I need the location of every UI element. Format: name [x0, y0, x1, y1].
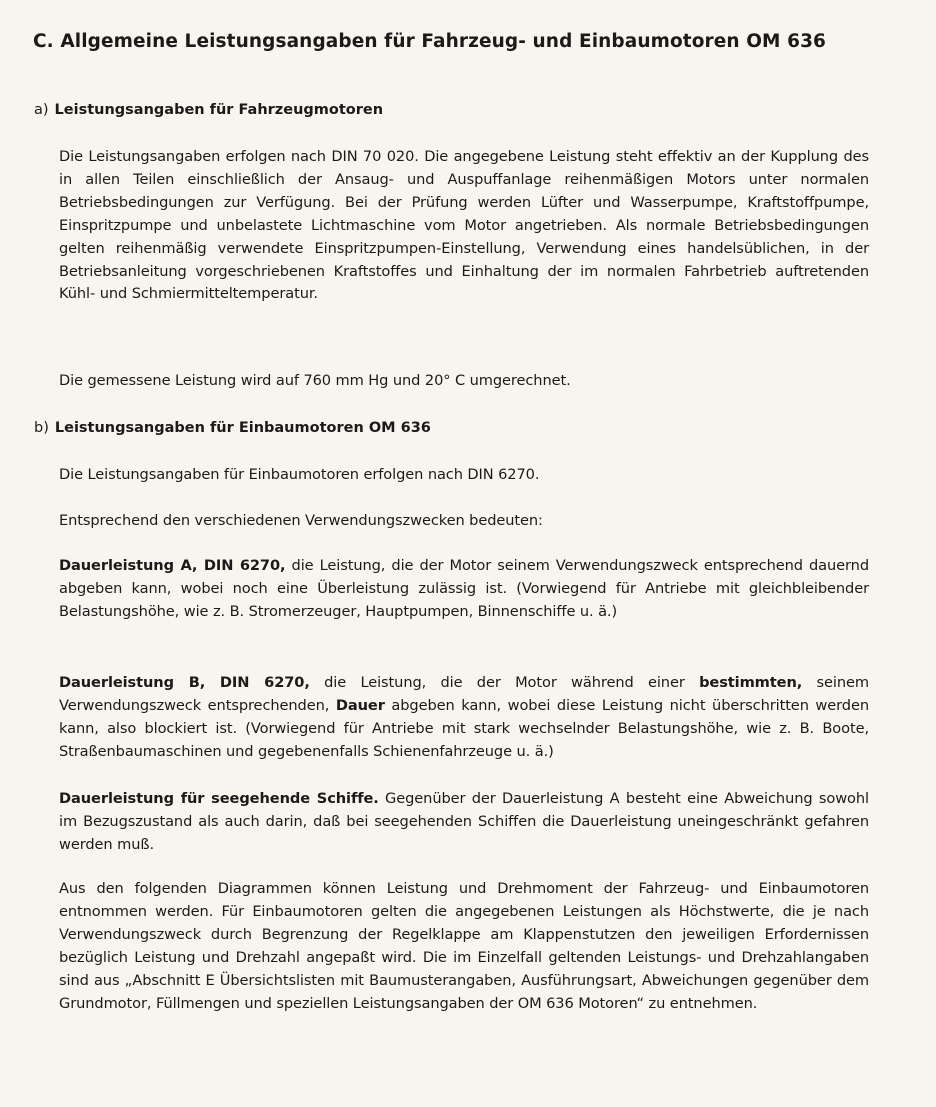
dauerleistung-b-emphasis-2: Dauer — [335, 696, 385, 714]
dauerleistung-b-emphasis-1: bestimmten, — [699, 674, 803, 691]
dauerleistung-a-text: die Leistung, die der Motor seinem Verwendungszweck entsprechend dauernd abgeben kann, wobei noch eine Überleistung zulässig ist. (Vorwiegend für Antriebe mit gleichbleibender Belastungshöhe, wie z. B. Stromerzeuger, Hauptpumpen, Binnenschiffe u. ä.) — [59, 557, 869, 620]
section-b-paragraph-2: Entsprechend den verschiedenen Verwendungszwecken bedeuten: — [59, 512, 543, 529]
seegehende-schiffe-text: Gegenüber der Dauerleistung A besteht eine Abweichung sowohl im Bezugszustand als auch darin, daß bei seegehenden Schiffen die Dauerleistung uneingeschränkt gefahren werden muß. — [59, 790, 869, 853]
section-b-heading — [34, 420, 431, 436]
dauerleistung-b-text-2: seinem Verwendungszweck entsprechenden, — [59, 674, 870, 714]
dauerleistung-b-term: Dauerleistung B, DIN 6270, — [59, 674, 310, 691]
section-b-title: Leistungsangaben für Einbaumotoren OM 636 — [54, 420, 431, 436]
page-title: C. Allgemeine Leistungsangaben für Fahrzeug- und Einbaumotoren OM 636 — [33, 31, 827, 52]
section-a-title: Leistungsangaben für Fahrzeugmotoren — [54, 102, 384, 118]
seegehende-schiffe-paragraph — [59, 788, 869, 857]
section-b-paragraph-1: Die Leistungsangaben für Einbaumotoren erfolgen nach DIN 6270. — [59, 466, 540, 483]
seegehende-schiffe-term: Dauerleistung für seegehende Schiffe. — [59, 790, 379, 807]
section-a-heading — [34, 102, 383, 118]
diagram-note-paragraph: Aus den folgenden Diagrammen können Leistung und Drehmoment der Fahrzeug- und Einbaumotoren entnommen werden. Für Einbaumotoren gelten die angegebenen Leistungen als Höchstwerte, die je nach Verwendungszweck durch Begrenzung der Regelklappe am Klappenstutzen den jeweiligen Erfordernissen bezüglich Leistung und Drehzahl angepaßt wird. Die im Einzelfall geltenden Leistungs- und Drehzahlangaben sind aus „Abschnitt E Übersichtslisten mit Baumusterangaben, Ausführungsart, Abweichungen gegenüber dem Grundmotor, Füllmengen und speziellen Leistungsangaben der OM 636 Motoren“ zu entnehmen. — [59, 880, 869, 1012]
dauerleistung-b-paragraph — [59, 672, 869, 764]
section-a-paragraph-2: Die gemessene Leistung wird auf 760 mm Hg und 20° C umgerechnet. — [59, 372, 571, 389]
dauerleistung-b-text-1: die Leistung, die der Motor während einer — [309, 674, 700, 691]
dauerleistung-b-text-3: abgeben kann, wobei diese Leistung nicht überschritten werden kann, also blockiert ist. (Vorwiegend für Antriebe mit stark wechselnder Belastungshöhe, wie z. B. Boote, Straßenbaumaschinen und gegebenenfalls Schienenfahrzeuge u. ä.) — [59, 696, 869, 760]
dauerleistung-a-paragraph — [59, 555, 869, 624]
dauerleistung-a-term: Dauerleistung A, DIN 6270, — [59, 557, 286, 574]
section-a-paragraph-1: Die Leistungsangaben erfolgen nach DIN 70 020. Die angegebene Leistung steht effektiv an der Kupplung des in allen Teilen einschließlich der Ansaug- und Auspuffanlage reihenmäßigen Motors unter normalen Betriebsbedingungen zur Verfügung. Bei der Prüfung werden Lüfter und Wasserpumpe, Kraftstoffpumpe, Einspritzpumpe und unbelastete Lichtmaschine vom Motor angetrieben. Als normale Betriebsbedingungen gelten reihenmäßig verwendete Einspritzpumpen-Einstellung, Verwendung eines handelsüblichen, in der Betriebsanleitung vorgeschriebenen Kraftstoffes und Einhaltung der im normalen Fahrbetrieb auftretenden Kühl- und Schmiermitteltemperatur. — [59, 148, 869, 303]
section-a-label: a) — [34, 102, 49, 118]
section-b-label: b) — [34, 420, 49, 436]
